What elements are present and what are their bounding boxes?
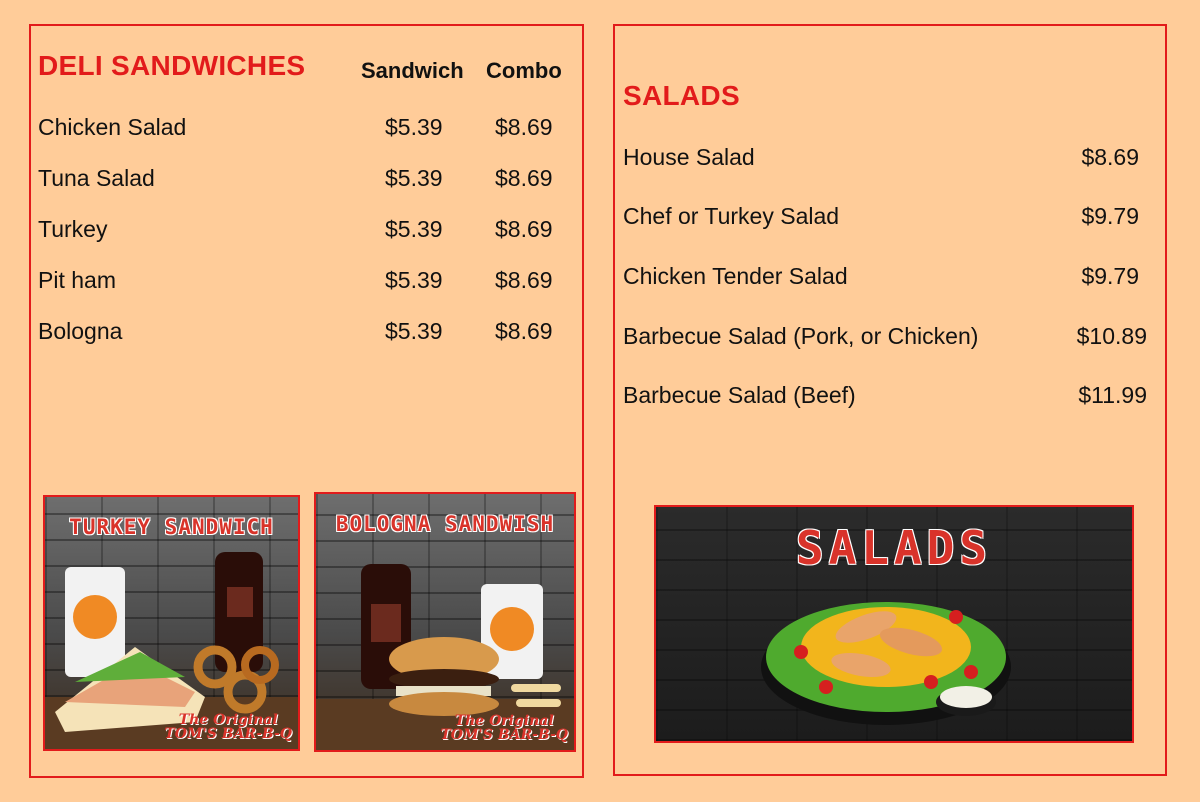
deli-combo-price: $8.69 bbox=[495, 165, 553, 191]
salad-item-name: House Salad bbox=[623, 144, 755, 170]
deli-sandwich-price: $5.39 bbox=[385, 318, 443, 344]
salad-item-name: Chicken Tender Salad bbox=[623, 263, 848, 289]
salad-item-name: Chef or Turkey Salad bbox=[623, 203, 840, 229]
deli-heading: DELI SANDWICHES bbox=[38, 50, 306, 81]
salad-item-name: Barbecue Salad (Pork, or Chicken) bbox=[623, 323, 979, 349]
salad-plate-illustration bbox=[656, 507, 1134, 743]
bologna-sandwich-photo bbox=[314, 492, 576, 752]
deli-item-name: Bologna bbox=[38, 318, 123, 344]
salad-price: $9.79 bbox=[1081, 263, 1139, 289]
deli-item-name: Tuna Salad bbox=[38, 165, 155, 191]
photo-title: SALADS bbox=[795, 521, 993, 575]
deli-item-name: Pit ham bbox=[38, 267, 116, 293]
deli-item-name: Turkey bbox=[38, 216, 108, 242]
salad-item-name: Barbecue Salad (Beef) bbox=[623, 382, 856, 408]
salad-price: $10.89 bbox=[1076, 323, 1147, 349]
deli-combo-price: $8.69 bbox=[495, 216, 553, 242]
photo-title: TURKEY SANDWICH bbox=[69, 515, 274, 539]
salad-price: $8.69 bbox=[1081, 144, 1139, 170]
photo-title: BOLOGNA SANDWISH bbox=[335, 512, 555, 536]
deli-combo-price: $8.69 bbox=[495, 267, 553, 293]
salad-price: $9.79 bbox=[1081, 203, 1139, 229]
deli-sandwich-price: $5.39 bbox=[385, 216, 443, 242]
salads-heading: SALADS bbox=[623, 80, 740, 111]
deli-item-name: Chicken Salad bbox=[38, 114, 187, 140]
deli-sandwich-price: $5.39 bbox=[385, 165, 443, 191]
deli-sandwich-price: $5.39 bbox=[385, 267, 443, 293]
deli-sandwich-price: $5.39 bbox=[385, 114, 443, 140]
salads-photo bbox=[654, 505, 1134, 743]
deli-combo-price: $8.69 bbox=[495, 318, 553, 344]
brand-logo: The Original TOM'S BAR-B-Q bbox=[164, 712, 292, 742]
combo-column-header: Combo bbox=[486, 58, 562, 83]
sandwich-column-header: Sandwich bbox=[361, 58, 464, 83]
brand-logo: The Original TOM'S BAR-B-Q bbox=[440, 713, 568, 743]
deli-combo-price: $8.69 bbox=[495, 114, 553, 140]
turkey-sandwich-photo bbox=[43, 495, 300, 751]
salad-price: $11.99 bbox=[1078, 382, 1147, 408]
